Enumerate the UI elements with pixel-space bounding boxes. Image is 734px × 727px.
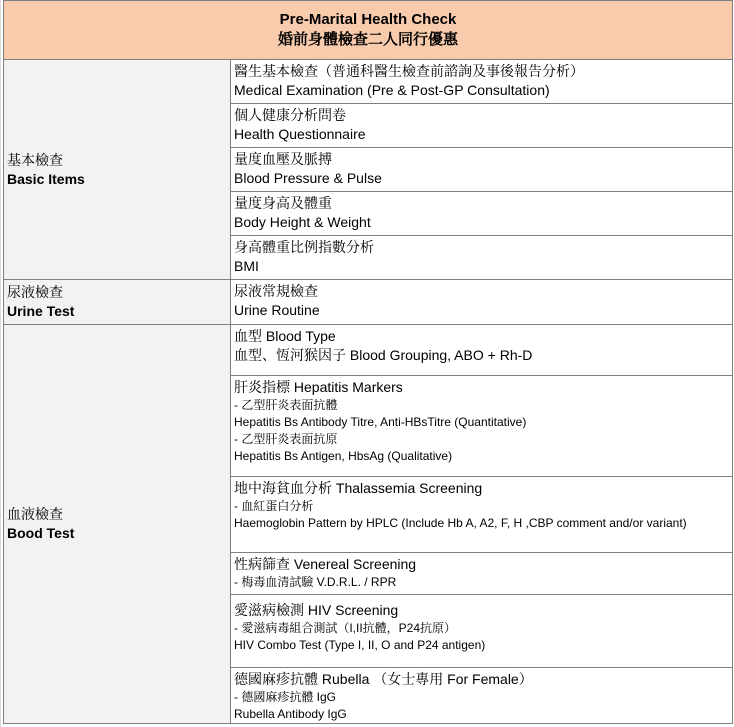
category-zh: 基本檢查 bbox=[7, 151, 63, 168]
item-en: Medical Examination (Pre & Post-GP Consultation) bbox=[234, 82, 550, 98]
item-title: 血型 Blood Type bbox=[234, 328, 336, 344]
health-check-sheet bbox=[3, 0, 732, 724]
item-en: BMI bbox=[234, 258, 259, 274]
item-title: 愛滋病檢測 HIV Screening bbox=[234, 602, 399, 618]
item-zh: 尿液常規檢查 bbox=[234, 283, 318, 299]
item-sub: Haemoglobin Pattern by HPLC (Include Hb A, A2, F, H ,CBP comment and/or variant) bbox=[234, 516, 687, 530]
category-basic bbox=[4, 60, 231, 280]
item-en: Urine Routine bbox=[234, 302, 320, 318]
item-zh: 個人健康分析問卷 bbox=[234, 107, 346, 123]
item-sub: - 乙型肝炎表面抗原 bbox=[234, 432, 338, 446]
title-zh: 婚前身體檢查二人同行優惠 bbox=[278, 31, 459, 48]
category-zh: 尿液檢查 bbox=[7, 284, 63, 300]
item-sub: - 德國麻疹抗體 IgG bbox=[234, 690, 337, 704]
item-zh: 量度血壓及脈搏 bbox=[234, 151, 332, 167]
item-title: 德國麻疹抗體 Rubella （女士專用 For Female） bbox=[234, 671, 533, 687]
item-cell bbox=[231, 553, 733, 595]
item-cell bbox=[231, 104, 733, 148]
item-sub: HIV Combo Test (Type I, II, O and P24 antigen) bbox=[234, 638, 486, 652]
item-en: Health Questionnaire bbox=[234, 126, 366, 142]
category-zh: 血液檢查 bbox=[7, 506, 63, 522]
header-row bbox=[4, 1, 733, 60]
item-cell bbox=[231, 668, 733, 724]
item-cell bbox=[231, 595, 733, 668]
item-sub: - 梅毒血清試驗 V.D.R.L. / RPR bbox=[234, 575, 397, 589]
category-urine bbox=[4, 280, 231, 325]
title-en: Pre-Marital Health Check bbox=[279, 11, 457, 28]
category-en: Basic Items bbox=[7, 170, 85, 187]
category-en: Urine Test bbox=[7, 303, 75, 319]
item-cell bbox=[231, 325, 733, 376]
item-sub: - 乙型肝炎表面抗體 bbox=[234, 398, 338, 412]
item-zh: 醫生基本檢查（普通科醫生檢查前諮詢及事後報告分析） bbox=[234, 63, 584, 79]
item-title: 地中海貧血分析 Thalassemia Screening bbox=[234, 480, 483, 496]
item-sub: Rubella Antibody IgG bbox=[234, 707, 347, 721]
item-sub: - 血紅蛋白分析 bbox=[234, 499, 314, 513]
item-cell bbox=[231, 148, 733, 192]
health-check-table bbox=[3, 0, 733, 724]
item-cell bbox=[231, 192, 733, 236]
item-sub: 血型、恆河猴因子 Blood Grouping, ABO + Rh-D bbox=[234, 347, 533, 363]
item-cell bbox=[231, 280, 733, 325]
item-cell bbox=[231, 376, 733, 477]
table-row bbox=[4, 325, 733, 376]
item-sub: - 愛滋病毒組合測試（I,II抗體，P24抗原） bbox=[234, 621, 457, 635]
item-cell bbox=[231, 236, 733, 280]
item-sub: Hepatitis Bs Antigen, HbsAg (Qualitative) bbox=[234, 449, 453, 463]
item-zh: 身高體重比例指數分析 bbox=[234, 239, 374, 255]
item-sub: Hepatitis Bs Antibody Titre, Anti-HBsTitre (Quantitative) bbox=[234, 415, 527, 429]
item-en: Body Height & Weight bbox=[234, 214, 371, 230]
item-zh: 量度身高及體重 bbox=[234, 195, 332, 211]
item-title: 肝炎指標 Hepatitis Markers bbox=[234, 379, 403, 395]
item-title: 性病篩查 Venereal Screening bbox=[234, 556, 417, 572]
item-cell bbox=[231, 477, 733, 553]
item-cell bbox=[231, 60, 733, 104]
table-row bbox=[4, 280, 733, 325]
gridline bbox=[0, 0, 1, 727]
category-en: Bood Test bbox=[7, 525, 75, 541]
item-en: Blood Pressure & Pulse bbox=[234, 170, 382, 186]
header-cell bbox=[4, 1, 733, 60]
category-blood bbox=[4, 325, 231, 724]
table-row bbox=[4, 60, 733, 104]
